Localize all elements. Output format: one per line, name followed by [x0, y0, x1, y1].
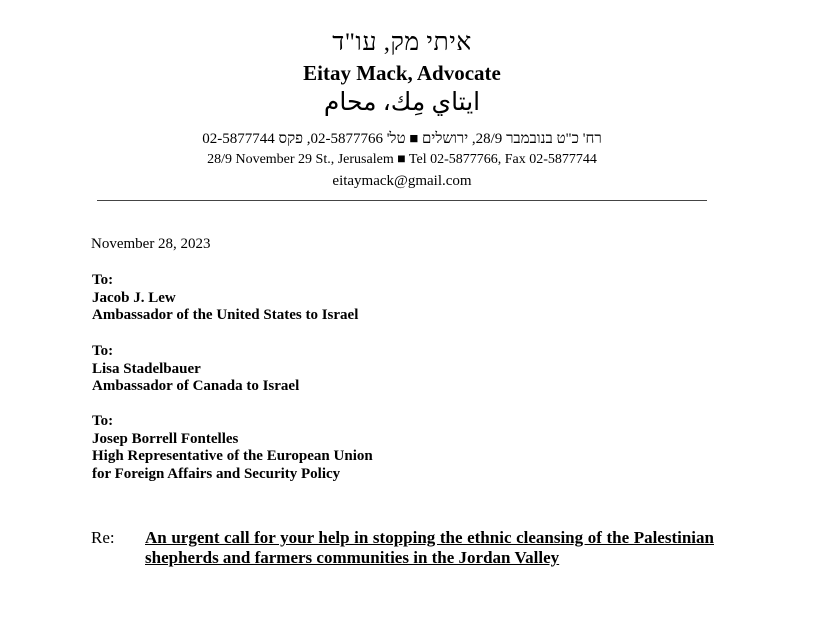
recipient-block: [92, 413, 373, 483]
recipient-name: Josep Borrell Fontelles: [92, 430, 239, 447]
recipient-title: Ambassador of the United States to Israel: [92, 307, 359, 323]
recipient-title-continued: for Foreign Affairs and Security Policy: [92, 465, 341, 482]
letterhead-arabic-name: ايتاي مِك، محام: [323, 89, 481, 116]
recipient-name: Lisa Stadelbauer: [92, 360, 201, 377]
re-subject: An urgent call for your help in stopping the ethnic cleansing of the Palestinian shepherds and farmers communities in the Jordan Valley: [145, 528, 714, 567]
recipient-block: [92, 272, 358, 325]
letterhead-divider: [97, 200, 707, 201]
letterhead-address-hebrew: רח' כ"ט בנובמבר 28/9, ירושלים ■ טל' 02-5877766, פקס 02-5877744: [202, 131, 602, 147]
recipient-block: [92, 343, 299, 396]
letterhead-address-english: 28/9 November 29 St., Jerusalem ■ Tel 02-5877766, Fax 02-5877744: [207, 152, 597, 167]
recipient-name: Jacob J. Lew: [92, 289, 176, 306]
re-label: Re:: [91, 528, 115, 547]
recipient-to-label: To:: [92, 343, 114, 359]
letterhead-email: eitaymack@gmail.com: [332, 173, 472, 189]
recipient-title: Ambassador of Canada to Israel: [92, 378, 300, 394]
letter-date: November 28, 2023: [91, 236, 211, 252]
letterhead: [97, 28, 707, 191]
recipient-to-label: To:: [92, 413, 114, 429]
letterhead-english-name: Eitay Mack, Advocate: [303, 61, 501, 85]
recipient-to-label: To:: [92, 272, 114, 288]
recipient-title: High Representative of the European Union: [92, 448, 373, 464]
letterhead-hebrew-name: איתי מק, עו"ד: [332, 29, 472, 56]
